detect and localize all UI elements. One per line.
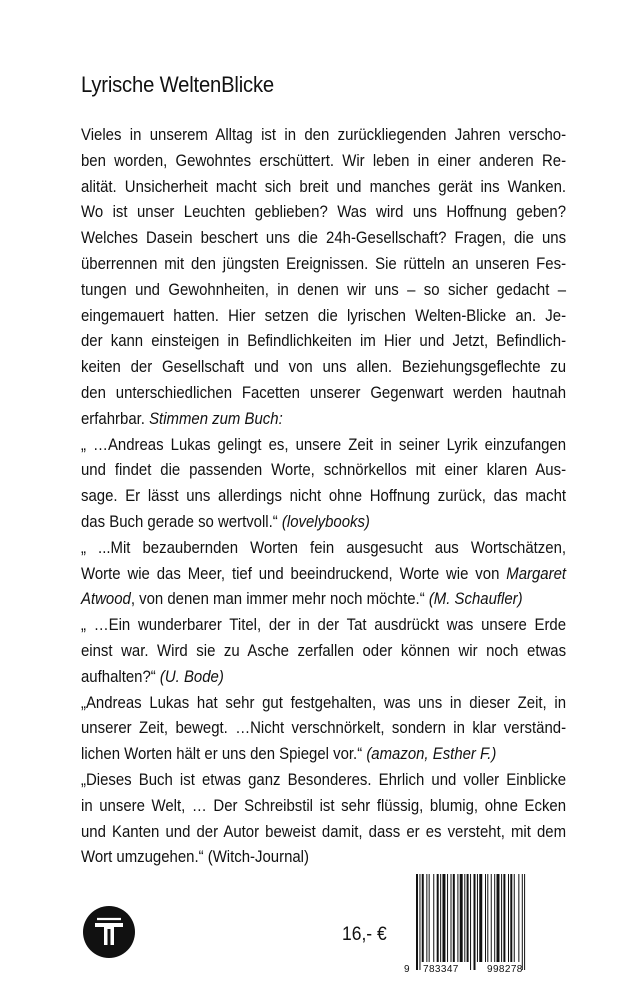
isbn-lead-digit: 9 <box>404 964 410 975</box>
intro-line: keiten der Gesellschaft und von uns allen. Beziehungsgeflechte zu <box>81 357 567 377</box>
quote-4-source: (amazon, Esther F.) <box>366 744 497 764</box>
quote-1-line: sage. Er lässt uns allerdings nicht ohne Hoffnung zurück, das macht <box>81 486 567 506</box>
quote-2-line-3: Atwood, von denen man immer mehr noch möchte.“ (M. Schaufler) <box>81 589 523 609</box>
quote-3-last-line: aufhalten?“ (U. Bode) <box>81 666 224 686</box>
blurb-text <box>81 122 566 870</box>
intro-line: den unterschiedlichen Facetten unserer Gegenwart werden hautnah <box>81 382 567 402</box>
quote-5-line: „Dieses Buch ist etwas ganz Besonderes. Ehrlich und voller Einblicke <box>81 769 567 789</box>
isbn-group-1: 783347 <box>423 964 459 975</box>
quote-3-line: einst war. Wird sie zu Asche zerfallen oder können wir noch etwas <box>81 640 567 660</box>
intro-paragraph <box>81 122 566 406</box>
quote-3-line: „ …Ein wunderbarer Titel, der in der Tat ausdrückt was unsere Erde <box>81 615 567 635</box>
quote-5 <box>81 767 566 844</box>
quote-5-line: und Kanten und der Autor beweist damit, dass er es versteht, mit dem <box>81 821 567 841</box>
book-title: Lyrische WeltenBlicke <box>81 72 274 97</box>
quote-4-line: unserer Zeit, bewegt. …Nicht verschnörkelt, sondern in klar verständ- <box>81 718 567 738</box>
quote-4-line: „Andreas Lukas hat sehr gut festgehalten, was uns in dieser Zeit, in <box>81 692 567 712</box>
quote-2-source: (M. Schaufler) <box>428 589 523 609</box>
quote-5-line: in unsere Welt, … Der Schreibstil ist sehr flüssig, blumig, ohne Ecken <box>81 795 567 815</box>
intro-line: eingemauert hatten. Hier setzen die lyrischen Welten-Blicke an. Je- <box>81 305 567 325</box>
quote-2-line-2: Worte wie das Meer, tief und beeindruckend, Worte wie von Margaret <box>81 563 567 583</box>
publisher-logo-icon <box>83 906 135 958</box>
quote-5-last-line: Wort umzugehen.“ (Witch-Journal) <box>81 847 309 867</box>
quote-1 <box>81 432 566 509</box>
intro-line: überrennen mit den jüngsten Ereignissen. Sie rütteln an unseren Fes- <box>81 253 567 273</box>
isbn-group-2: 998278 <box>487 964 523 975</box>
quote-1-last-line: das Buch gerade so wertvoll.“ (lovelybooks) <box>81 511 370 531</box>
intro-line: Welches Dasein beschert uns die 24h-Gesellschaft? Fragen, die uns <box>81 228 567 248</box>
intro-line: tungen und Gewohnheiten, in denen wir uns – so sicher gedacht – <box>81 279 567 299</box>
quote-3 <box>81 612 566 664</box>
intro-line: Wo ist unser Leuchten geblieben? Was wird uns Hoffnung geben? <box>81 202 567 222</box>
quote-4 <box>81 690 566 742</box>
quote-1-source: (lovelybooks) <box>281 511 370 531</box>
quote-2 <box>81 535 566 561</box>
price-label: 16,- € <box>342 924 387 945</box>
stimmen-label: Stimmen zum Buch: <box>149 408 283 428</box>
isbn-barcode <box>402 874 535 974</box>
quote-2-line: „ ...Mit bezaubernden Worten fein ausgesucht aus Wortschätzen, <box>81 537 567 557</box>
quote-3-source: (U. Bode) <box>159 666 224 686</box>
intro-last-line: erfahrbar. Stimmen zum Buch: <box>81 408 283 428</box>
intro-line: Vieles in unserem Alltag ist in den zurückliegenden Jahren verscho- <box>81 125 567 144</box>
intro-line: ben worden, Gewohntes erschüttert. Wir leben in einer anderen Re- <box>81 150 567 170</box>
quote-1-line: und findet die passenden Worte, schnörkellos mit einer klaren Aus- <box>81 460 567 480</box>
intro-line: alität. Unsicherheit macht sich breit und manches gerät ins Wanken. <box>81 176 567 196</box>
quote-1-line: „ …Andreas Lukas gelingt es, unsere Zeit in seiner Lyrik einzufangen <box>81 434 567 454</box>
intro-line: der kann einsteigen in Befindlichkeiten im Hier und Jetzt, Befindlich- <box>81 331 567 351</box>
quote-4-last-line: lichen Worten hält er uns den Spiegel vor.“ (amazon, Esther F.) <box>81 744 497 764</box>
